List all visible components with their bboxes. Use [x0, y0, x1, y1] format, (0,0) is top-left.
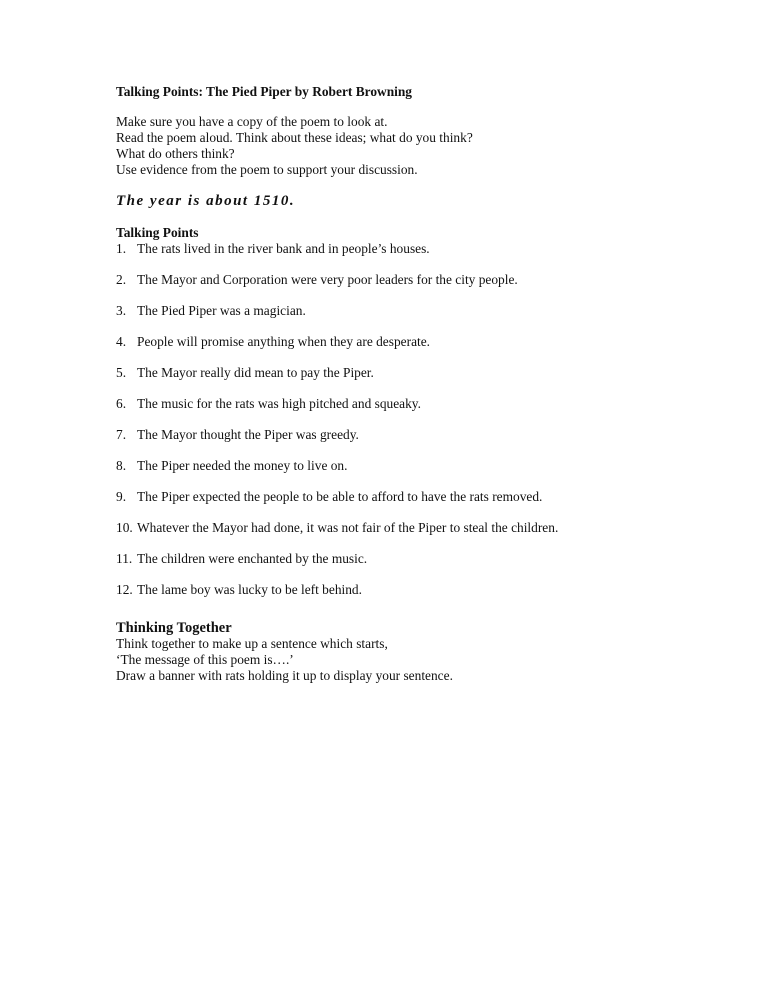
point-text: The Mayor thought the Piper was greedy.: [137, 427, 359, 442]
intro-line: Read the poem aloud. Think about these ideas; what do you think?: [116, 130, 473, 145]
talking-point: [116, 303, 716, 319]
point-number: 8.: [116, 458, 127, 473]
talking-point: [116, 551, 716, 567]
point-text: The children were enchanted by the music.: [137, 551, 368, 566]
thinking-line: Draw a banner with rats holding it up to display your sentence.: [116, 668, 453, 683]
point-number: 4.: [116, 334, 127, 349]
point-text: The Pied Piper was a magician.: [137, 303, 306, 318]
talking-point: [116, 272, 716, 288]
intro-line: Use evidence from the poem to support your discussion.: [116, 162, 418, 177]
point-number: 7.: [116, 427, 127, 442]
talking-point: [116, 396, 716, 412]
talking-point: [116, 334, 716, 350]
worksheet-page: [116, 84, 716, 684]
point-text: The Mayor really did mean to pay the Piper.: [137, 365, 374, 380]
point-number: 10.: [116, 520, 133, 535]
year-line: The year is about 1510.: [116, 193, 296, 209]
thinking-together-heading: Thinking Together: [116, 620, 232, 636]
point-text: Whatever the Mayor had done, it was not fair of the Piper to steal the children.: [137, 520, 559, 535]
point-number: 1.: [116, 241, 127, 256]
point-number: 11.: [116, 551, 133, 566]
point-text: The music for the rats was high pitched and squeaky.: [137, 396, 421, 411]
point-number: 6.: [116, 396, 127, 411]
point-text: People will promise anything when they are desperate.: [137, 334, 431, 349]
talking-point: [116, 520, 716, 536]
talking-points-list: [116, 241, 716, 598]
talking-point: [116, 427, 716, 443]
point-text: The Piper expected the people to be able to afford to have the rats removed.: [137, 489, 543, 504]
point-text: The rats lived in the river bank and in people’s houses.: [137, 241, 430, 256]
thinking-together-section: [116, 620, 716, 684]
point-number: 3.: [116, 303, 127, 318]
point-number: 9.: [116, 489, 127, 504]
talking-point: [116, 365, 716, 381]
intro-block: [116, 114, 716, 178]
point-number: 12.: [116, 582, 133, 597]
talking-point: [116, 458, 716, 474]
talking-point: [116, 582, 716, 598]
thinking-line: ‘The message of this poem is….’: [116, 652, 294, 667]
point-text: The Mayor and Corporation were very poor leaders for the city people.: [137, 272, 518, 287]
intro-line: Make sure you have a copy of the poem to look at.: [116, 114, 388, 129]
talking-point: [116, 241, 716, 257]
point-number: 2.: [116, 272, 127, 287]
point-text: The Piper needed the money to live on.: [137, 458, 348, 473]
point-number: 5.: [116, 365, 127, 380]
intro-line: What do others think?: [116, 146, 235, 161]
point-text: The lame boy was lucky to be left behind.: [137, 582, 362, 597]
document-title: Talking Points: The Pied Piper by Robert Browning: [116, 84, 413, 99]
thinking-line: Think together to make up a sentence which starts,: [116, 636, 388, 651]
talking-points-heading: Talking Points: [116, 225, 199, 240]
talking-point: [116, 489, 716, 505]
